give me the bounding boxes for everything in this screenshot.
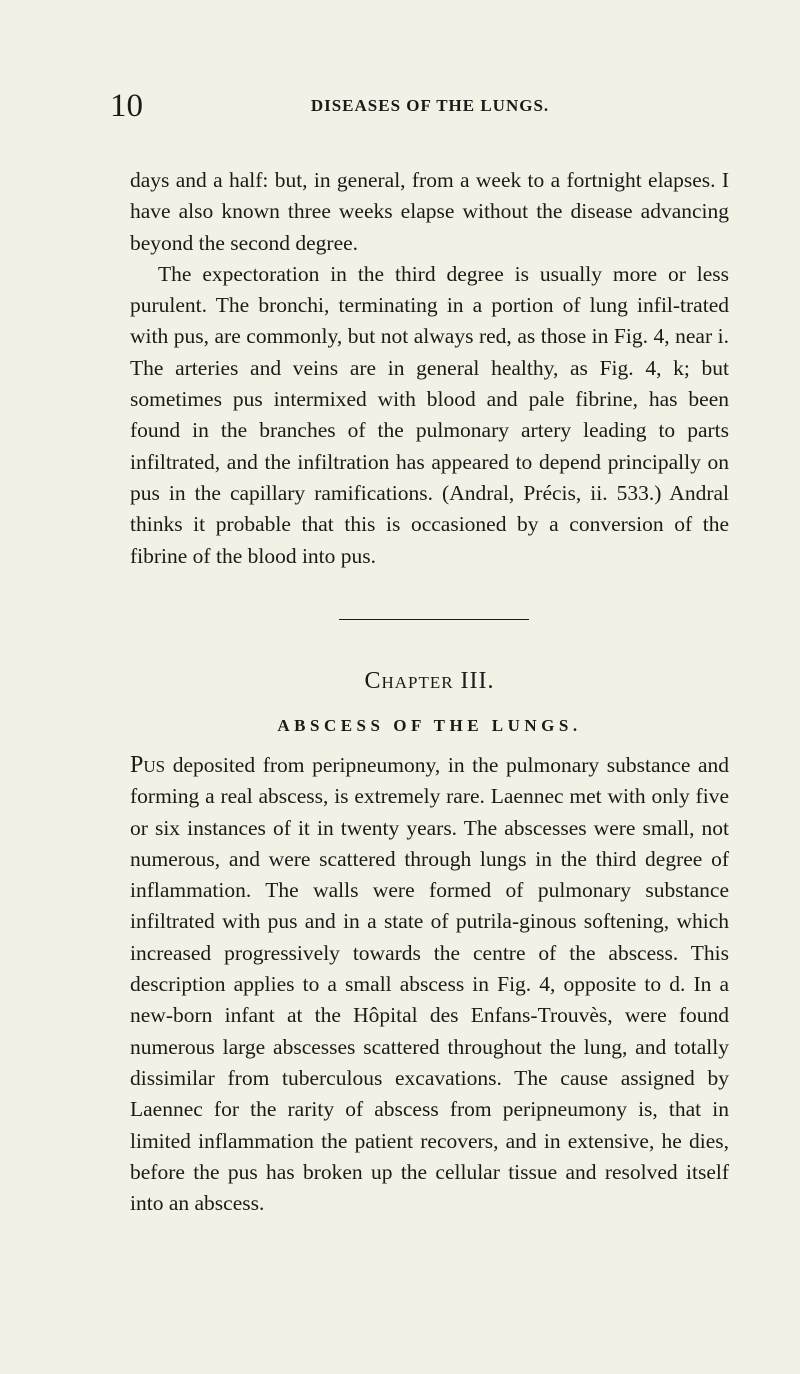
chapter-heading-text: Chapter III.: [364, 668, 495, 694]
lead-word: Pus: [130, 752, 166, 778]
running-head: [110, 86, 750, 126]
running-title: DISEASES OF THE LUNGS.: [310, 96, 550, 115]
section-divider-rule: [339, 619, 529, 620]
chapter-heading: [130, 666, 729, 696]
section-abscess-text: [130, 750, 729, 1219]
paragraph-continued: days and a half: but, in general, from a week to a fortnight elapses. I have also known three weeks elapse without the disease advancing beyond the second degree.: [130, 168, 729, 255]
section-continued-text: [130, 165, 729, 572]
page-number: 10: [110, 88, 143, 124]
paragraph-abscess: [130, 750, 729, 1219]
paragraph-abscess-body: deposited from peripneumony, in the pulmonary substance and forming a real abscess, is extremely rare. Laennec met with only five or six instances of it in twenty years. The abscesses were small, not numerous, and were scattered through lungs in the third degree of inflammation. The walls were formed of pulmonary substance infiltrated with pus and in a state of putrila-ginous softening, which increased progressively towards the centre of the abscess. This description applies to a small abscess in Fig. 4, opposite to d. In a new-born infant at the Hôpital des Enfans-Trouvès, were found numerous large abscesses scattered throughout the lung, and totally dissimilar from tuberculous excavations. The cause assigned by Laennec for the rarity of abscess from peripneumony is, that in limited inflammation the patient recovers, and in extensive, he dies, before the pus has broken up the cellular tissue and resolved itself into an abscess.: [130, 753, 730, 1216]
chapter-title: ABSCESS OF THE LUNGS.: [277, 716, 582, 735]
paragraph-expectoration: The expectoration in the third degree is usually more or less purulent. The bronchi, terminating in a portion of lung infil-trated with pus, are commonly, but not always red, as those in Fig. 4, near i. The arteries and veins are in general healthy, as Fig. 4, k; but sometimes pus intermixed with blood and pale fibrine, has been found in the branches of the pulmonary artery leading to parts infiltrated, and the infiltration has appeared to depend principally on pus in the capillary ramifications. (Andral, Précis, ii. 533.) Andral thinks it probable that this is occasioned by a conversion of the fibrine of the blood into pus.: [130, 261, 729, 568]
